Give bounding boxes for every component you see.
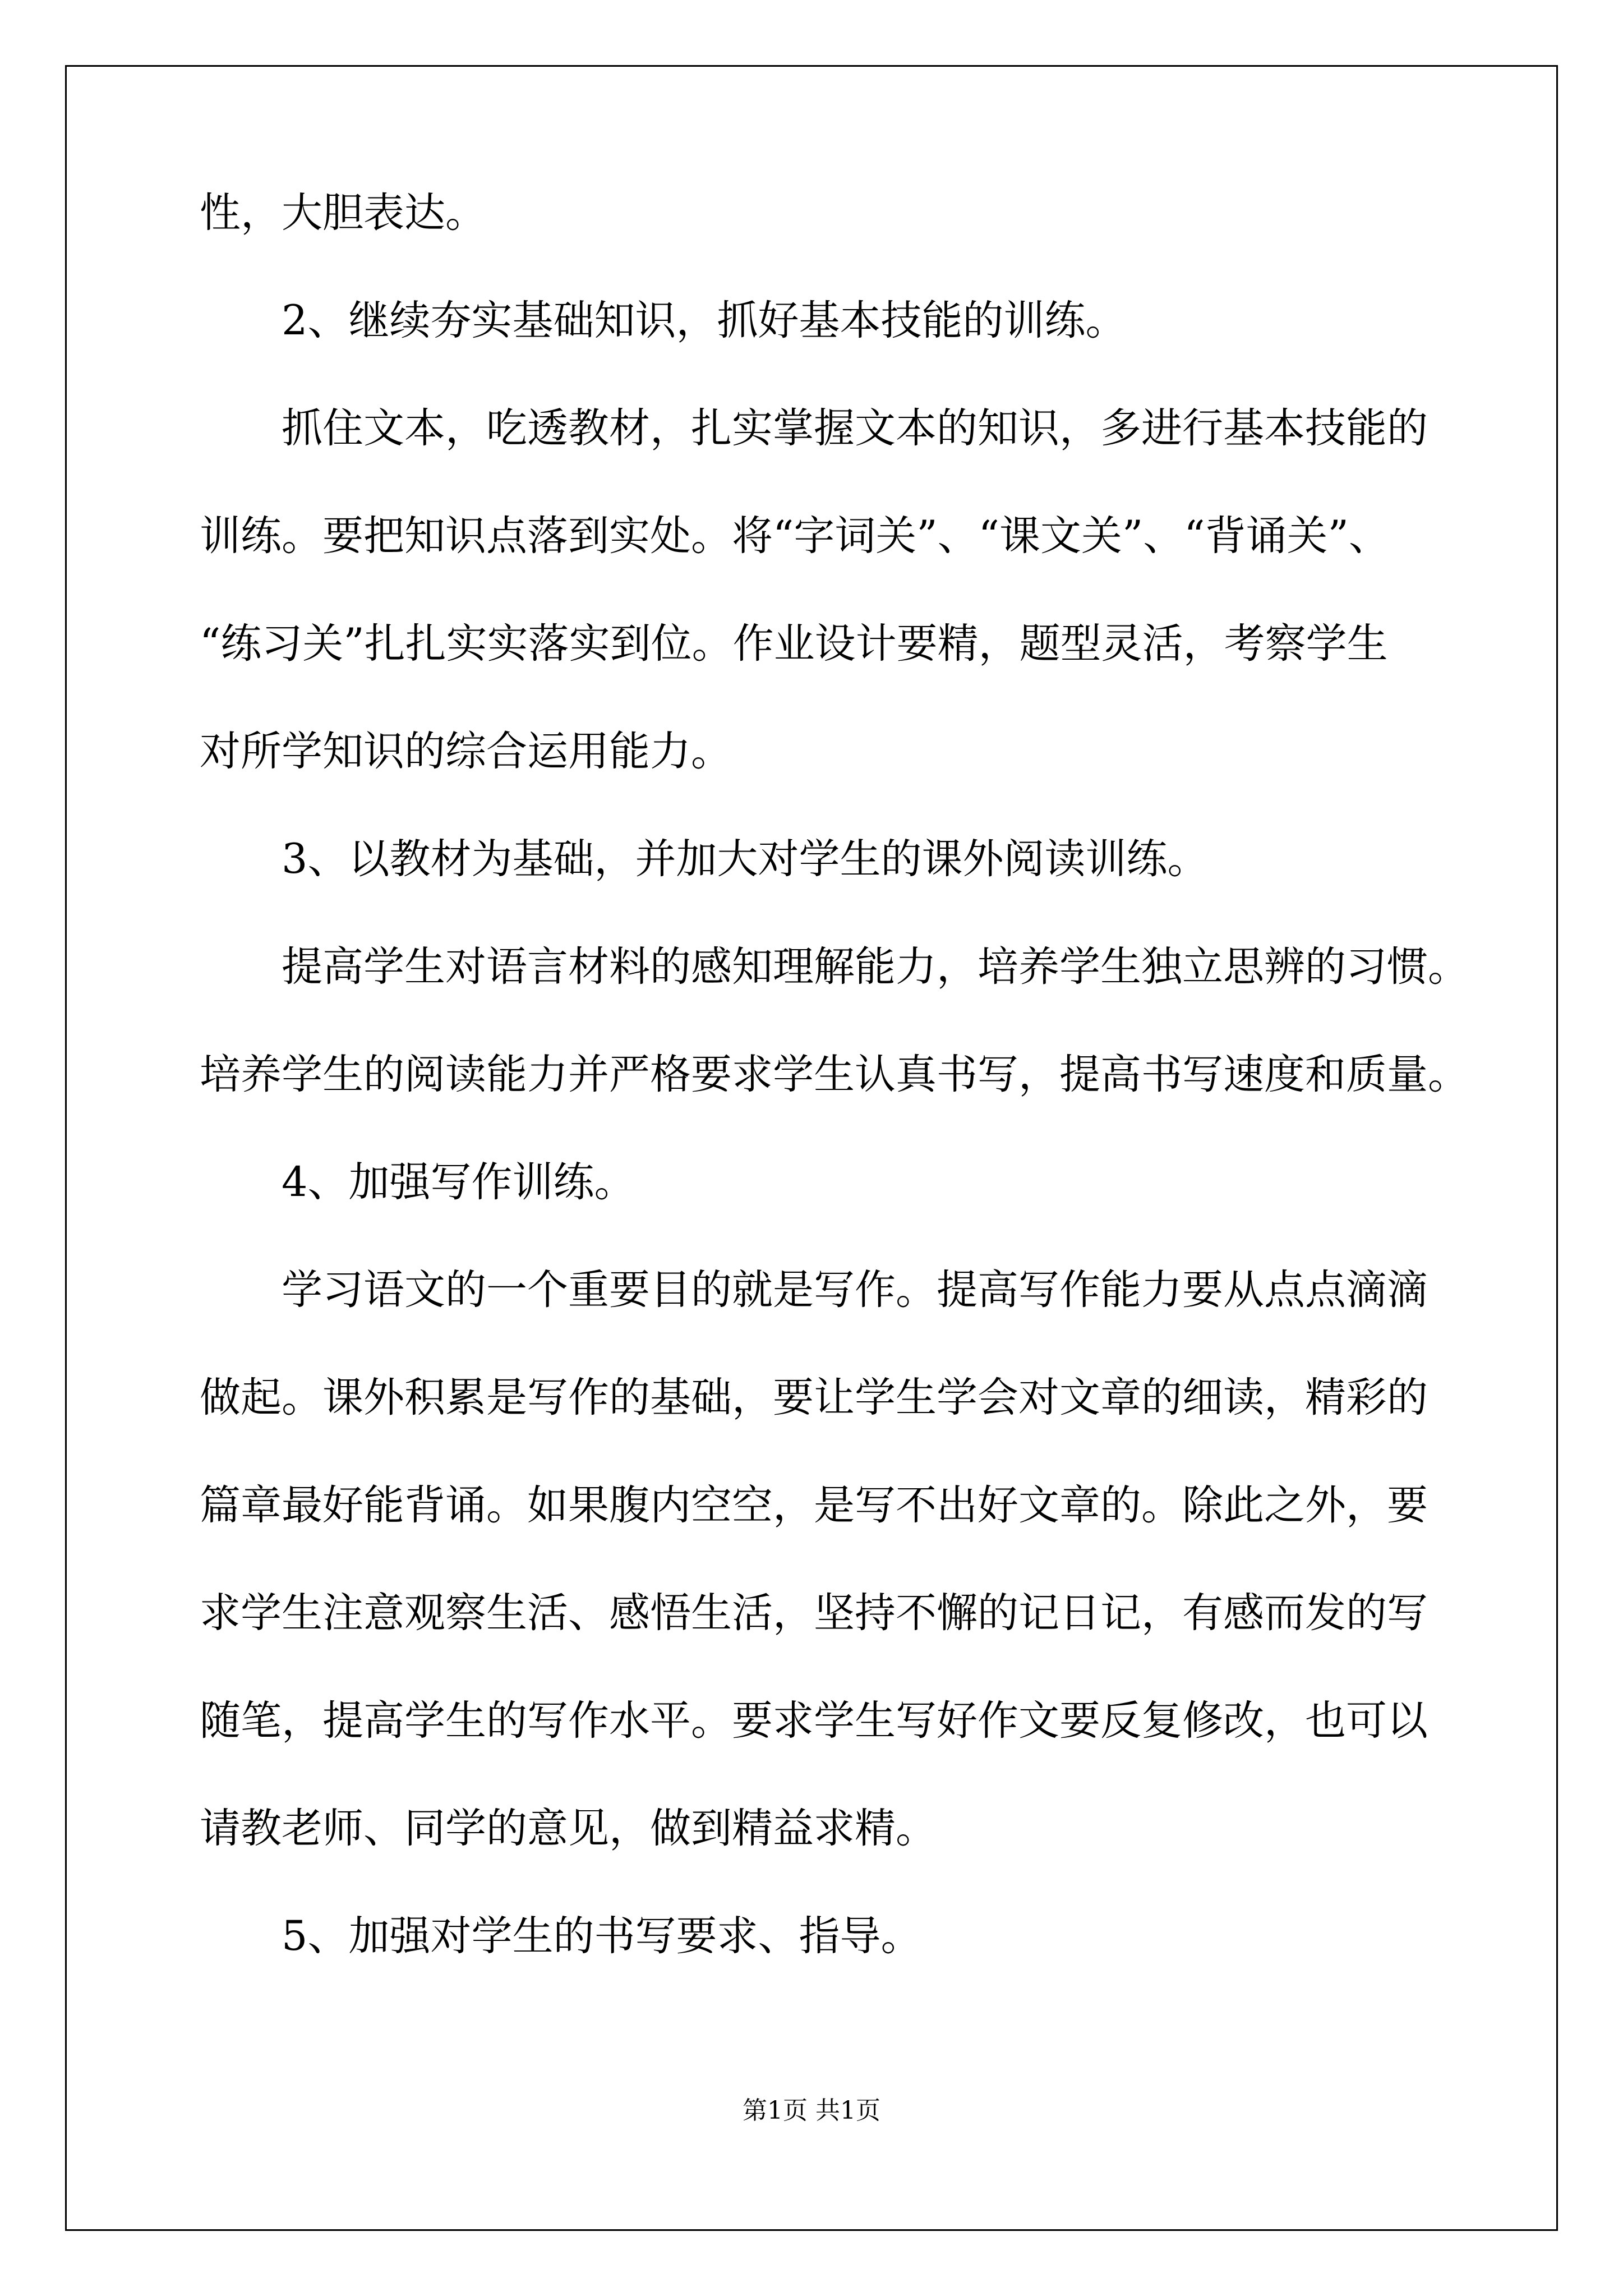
text-line: 篇章最好能背诵。如果腹内空空，是写不出好文章的。除此之外，要 [200,1481,1428,1529]
section-heading: 5、加强对学生的书写要求、指导。 [282,1912,922,1960]
text-line: 随笔，提高学生的写作水平。要求学生写好作文要反复修改，也可以 [200,1697,1428,1745]
section-heading: 4、加强写作训练。 [282,1158,635,1206]
text-line: 求学生注意观察生活、感悟生活，坚持不懈的记日记，有感而发的写 [200,1589,1428,1637]
text-line: 提高学生对语言材料的感知理解能力，培养学生独立思辨的习惯。 [282,943,1469,991]
text-line: 请教老师、同学的意见，做到精益求精。 [200,1805,937,1852]
section-heading: 2、继续夯实基础知识，抓好基本技能的训练。 [282,297,1127,344]
page-border [65,65,1558,2231]
text-line: 对所学知识的综合运用能力。 [200,728,732,775]
text-line: 训练。要把知识点落到实处。将“字词关”、“课文关”、“背诵关”、 [200,512,1390,560]
text-line: 抓住文本，吃透教材，扎实掌握文本的知识，多进行基本技能的 [282,404,1428,452]
text-line: 做起。课外积累是写作的基础，要让学生学会对文章的细读，精彩的 [200,1374,1428,1421]
text-line: 培养学生的阅读能力并严格要求学生认真书写，提高书写速度和质量。 [200,1051,1469,1098]
page-number: 第1页 共1页 [743,2096,880,2125]
text-line: 性，大胆表达。 [200,189,486,237]
text-line: 学习语文的一个重要目的就是写作。提高写作能力要从点点滴滴 [282,1266,1428,1314]
text-line: “练习关”扎扎实实落实到位。作业设计要精，题型灵活，考察学生 [200,620,1388,668]
section-heading: 3、以教材为基础，并加大对学生的课外阅读训练。 [282,835,1209,883]
